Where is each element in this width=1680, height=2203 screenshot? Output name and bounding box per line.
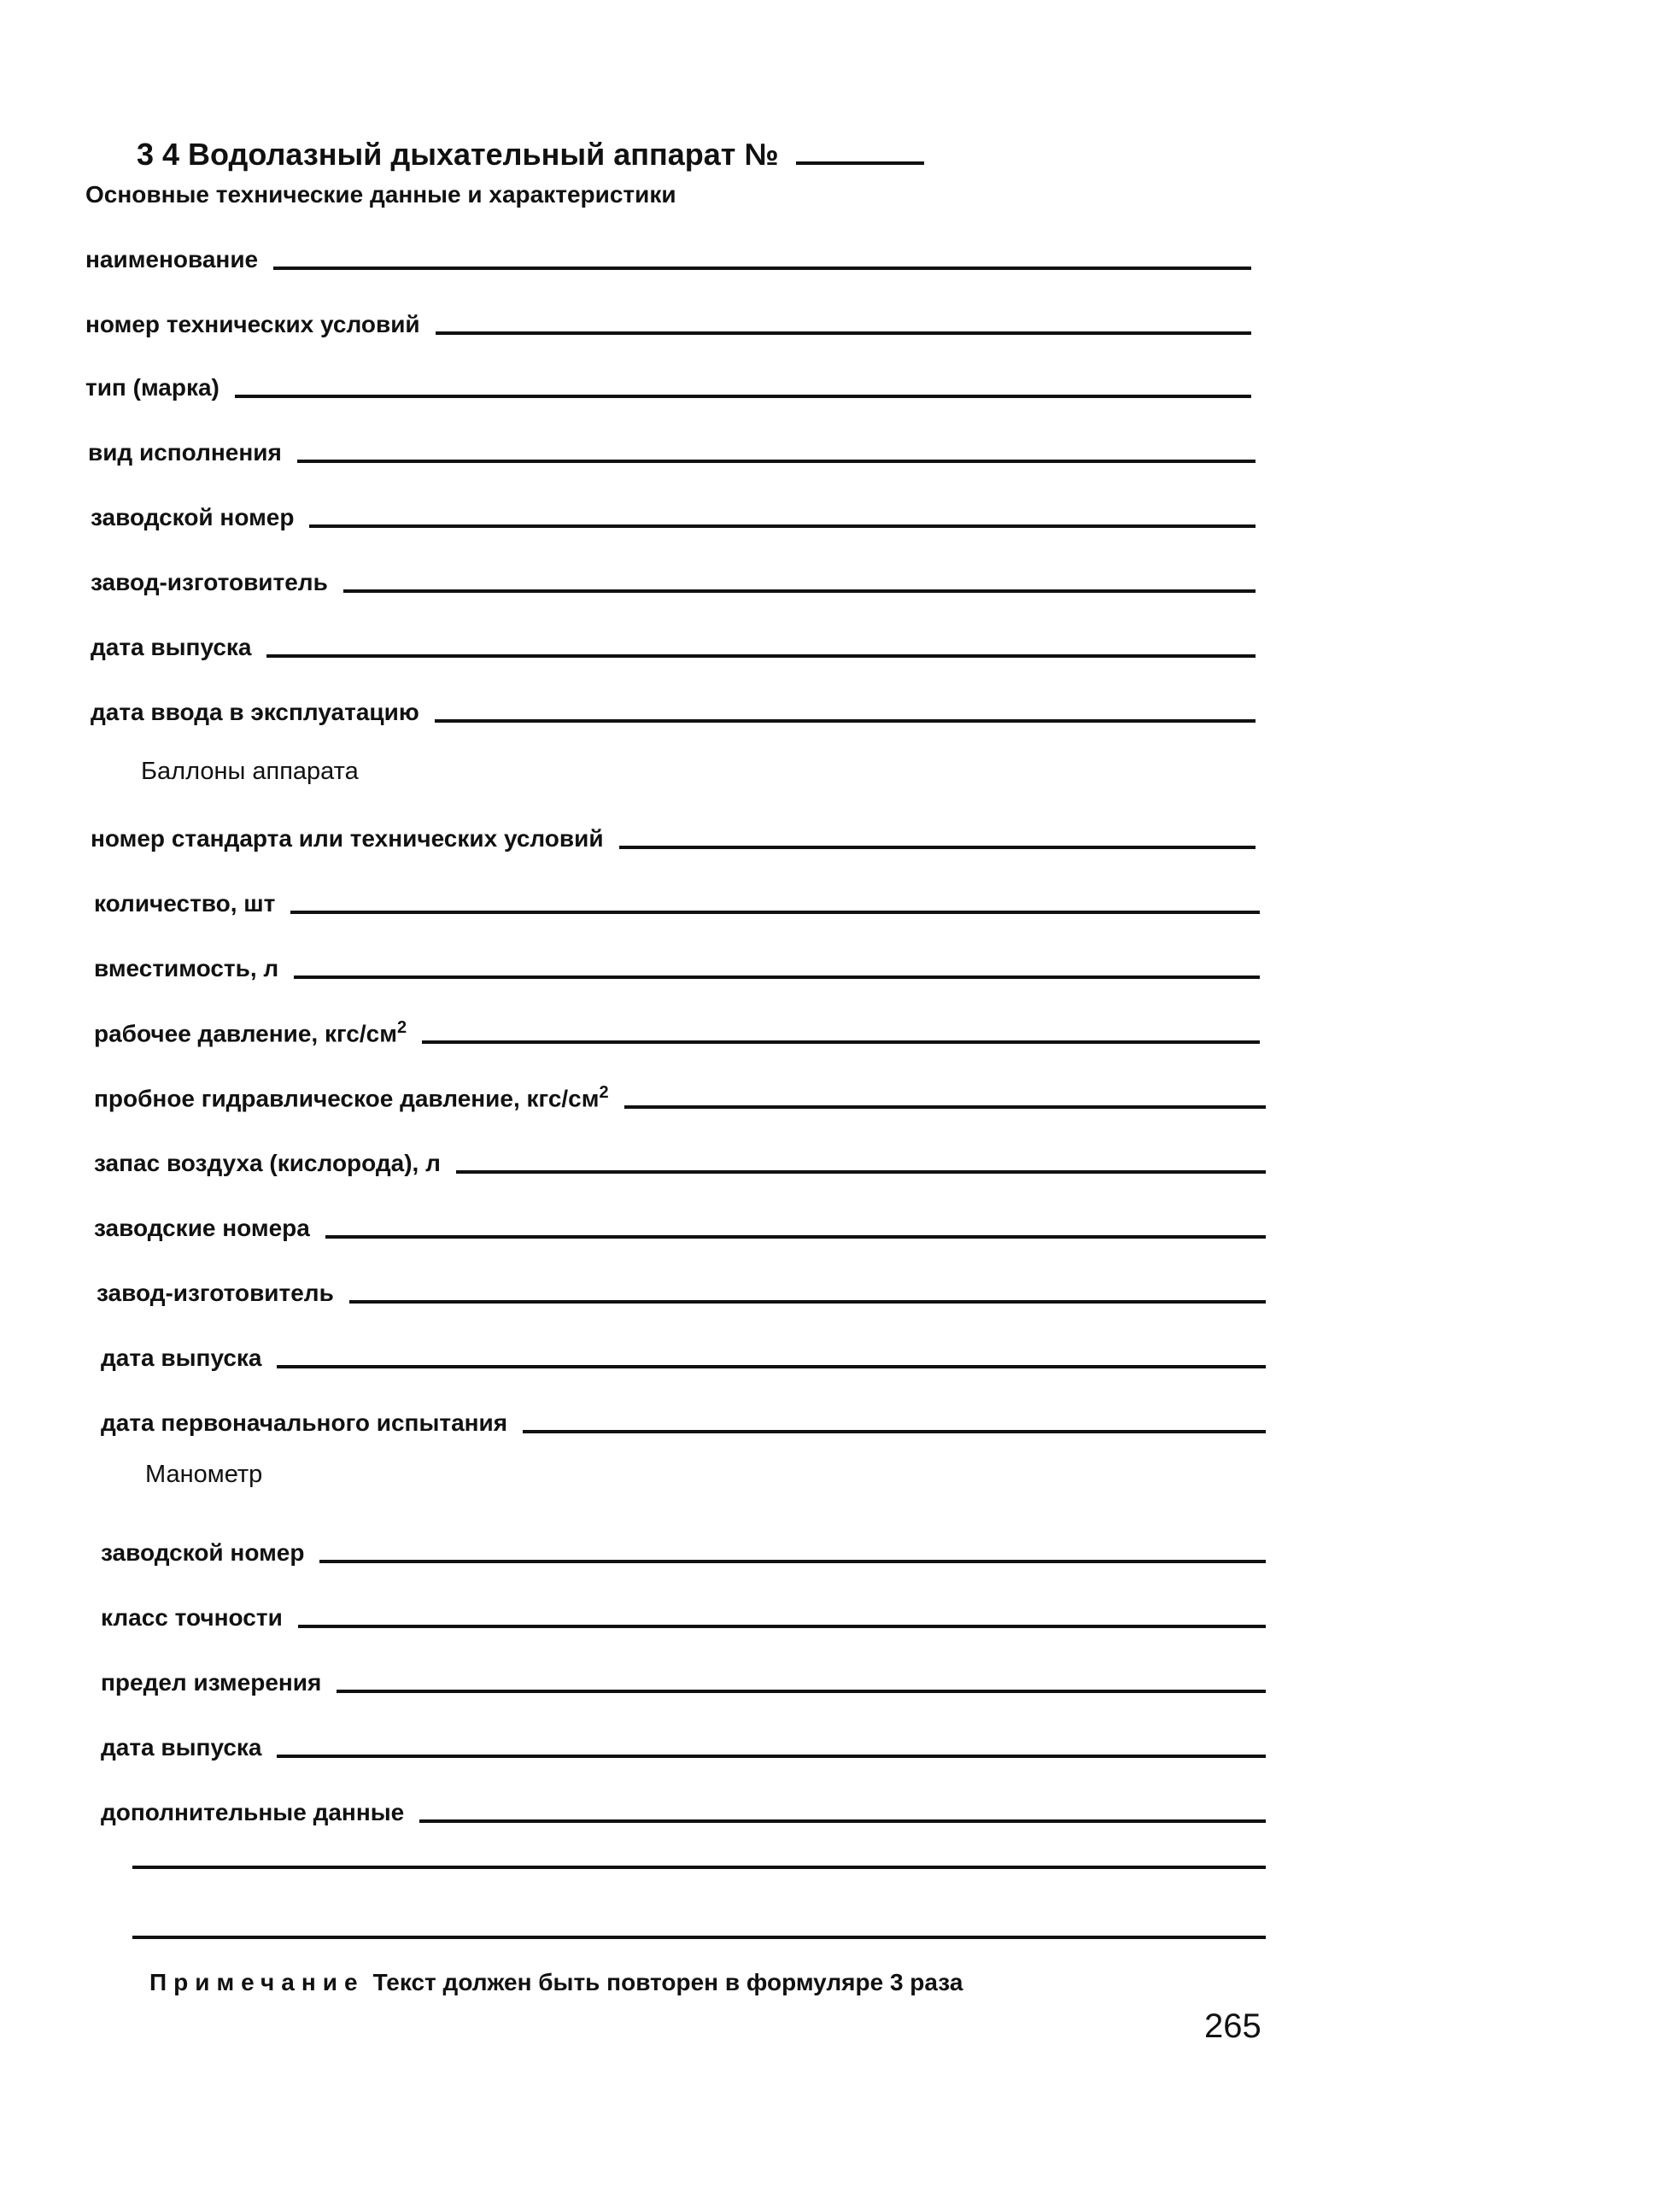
field-label: дата первоначального испытания: [101, 1409, 508, 1436]
field-serial-numbers[interactable]: [94, 1206, 1266, 1244]
field-version[interactable]: [88, 431, 1256, 468]
field-accuracy-class[interactable]: [101, 1596, 1266, 1633]
field-line[interactable]: [337, 1690, 1266, 1693]
superscript: 2: [396, 1017, 407, 1037]
field-label: наименование: [85, 246, 259, 272]
field-label: предел измерения: [101, 1669, 322, 1696]
field-line[interactable]: [419, 1819, 1266, 1823]
note: [149, 1969, 963, 1996]
field-manufacturer[interactable]: [91, 560, 1256, 598]
field-line[interactable]: [277, 1755, 1266, 1758]
field-test-pressure[interactable]: [94, 1076, 1266, 1114]
field-line[interactable]: [273, 267, 1251, 270]
field-release-date[interactable]: [91, 625, 1256, 663]
section-manometer-heading: Манометр: [145, 1461, 263, 1488]
note-label: Примечание: [149, 1969, 365, 1995]
field-label: номер технических условий: [85, 311, 420, 337]
apparatus-number-field[interactable]: [796, 161, 924, 165]
title-text: 3 4 Водолазный дыхательный аппарат №: [137, 137, 779, 172]
field-label: дополнительные данные: [101, 1799, 405, 1825]
label-text: рабочее давление, кгс/см: [94, 1020, 397, 1046]
field-tech-conditions[interactable]: [85, 302, 1251, 340]
field-line[interactable]: [456, 1170, 1266, 1174]
field-label: дата выпуска: [101, 1734, 262, 1761]
field-initial-test-date[interactable]: [101, 1401, 1266, 1438]
additional-data-line[interactable]: [132, 1866, 1266, 1869]
field-cylinder-standard[interactable]: [91, 817, 1256, 854]
field-label: дата выпуска: [101, 1345, 262, 1371]
superscript: 2: [599, 1082, 609, 1102]
field-line[interactable]: [422, 1040, 1260, 1044]
field-type[interactable]: [85, 366, 1251, 403]
field-label: [94, 1018, 407, 1049]
field-line[interactable]: [435, 719, 1256, 723]
field-line[interactable]: [436, 331, 1251, 335]
field-label: тип (марка): [85, 374, 220, 401]
field-line[interactable]: [266, 654, 1256, 658]
field-cylinder-release-date[interactable]: [101, 1336, 1266, 1374]
field-label: заводской номер: [91, 504, 295, 530]
note-text: Текст должен быть повторен в формуляре 3 раза: [372, 1969, 963, 1995]
field-measurement-limit[interactable]: [101, 1661, 1266, 1698]
field-cylinder-quantity[interactable]: [94, 882, 1260, 919]
field-label: запас воздуха (кислорода), л: [94, 1150, 441, 1176]
field-manometer-release-date[interactable]: [101, 1725, 1266, 1763]
field-label: класс точности: [101, 1604, 283, 1631]
field-line[interactable]: [325, 1235, 1266, 1239]
field-cylinder-manufacturer[interactable]: [97, 1271, 1266, 1309]
field-air-supply[interactable]: [94, 1141, 1266, 1179]
field-line[interactable]: [624, 1105, 1266, 1109]
field-line[interactable]: [298, 1625, 1266, 1628]
field-label: вместимость, л: [94, 955, 279, 981]
subtitle: Основные технические данные и характеристики: [85, 181, 676, 208]
field-manometer-serial[interactable]: [101, 1531, 1266, 1568]
page-title: [137, 137, 924, 173]
field-line[interactable]: [349, 1300, 1266, 1304]
field-line[interactable]: [294, 976, 1260, 979]
label-text: пробное гидравлическое давление, кгс/см: [94, 1085, 600, 1111]
field-label: завод-изготовитель: [97, 1280, 334, 1306]
field-label: [94, 1083, 609, 1114]
section-cylinders-heading: Баллоны аппарата: [141, 758, 359, 785]
field-line[interactable]: [319, 1560, 1266, 1563]
field-label: дата выпуска: [91, 634, 252, 660]
field-line[interactable]: [523, 1430, 1266, 1433]
additional-data-line[interactable]: [132, 1936, 1266, 1939]
field-line[interactable]: [619, 846, 1256, 849]
field-label: дата ввода в эксплуатацию: [91, 699, 419, 725]
field-line[interactable]: [235, 395, 1251, 398]
field-line[interactable]: [309, 524, 1256, 528]
field-commissioning-date[interactable]: [91, 690, 1256, 728]
field-label: завод-изготовитель: [91, 569, 328, 595]
field-cylinder-capacity[interactable]: [94, 946, 1260, 984]
field-working-pressure[interactable]: [94, 1011, 1260, 1049]
field-line[interactable]: [290, 911, 1260, 914]
field-label: вид исполнения: [88, 439, 282, 466]
field-label: количество, шт: [94, 890, 276, 917]
field-label: заводской номер: [101, 1539, 305, 1566]
field-label: номер стандарта или технических условий: [91, 825, 604, 852]
page-number: 265: [1204, 2007, 1261, 2045]
field-additional-data[interactable]: [101, 1790, 1266, 1828]
field-name[interactable]: [85, 237, 1251, 275]
field-serial-number[interactable]: [91, 495, 1256, 533]
field-line[interactable]: [277, 1365, 1266, 1368]
field-line[interactable]: [343, 589, 1256, 593]
field-line[interactable]: [297, 460, 1256, 463]
field-label: заводские номера: [94, 1215, 310, 1241]
